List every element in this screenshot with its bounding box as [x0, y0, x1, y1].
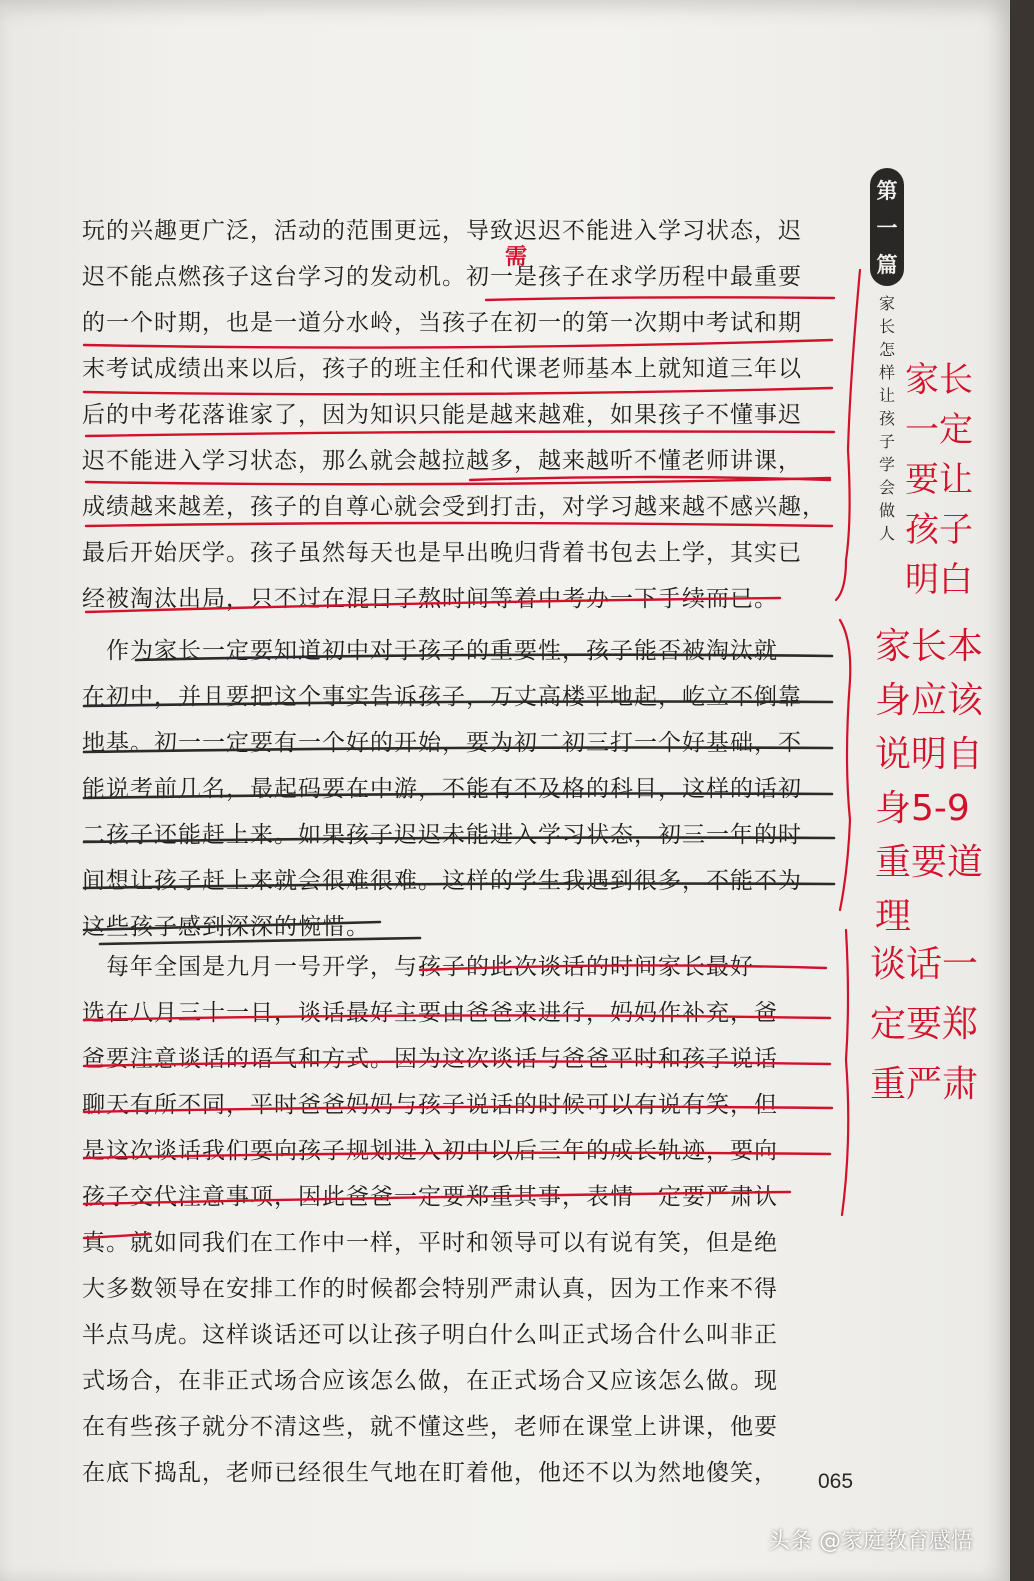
- chapter-char: 第: [876, 178, 898, 204]
- red-underline: [84, 1015, 830, 1020]
- inline-mark: 需: [505, 244, 528, 270]
- text-line: 成绩越来越差，孩子的自尊心就会受到打击，对学习越来越不感兴趣，: [82, 494, 826, 520]
- red-underline: [84, 340, 832, 348]
- text-line: 聊天有所不同，平时爸爸妈妈与孩子说话的时候可以有说有笑，但: [82, 1092, 778, 1118]
- dark-underline: [84, 922, 380, 930]
- chapter-subtitle-char: 怎: [878, 340, 895, 359]
- red-underline: [470, 477, 830, 480]
- chapter-subtitle-char: 做: [878, 501, 895, 520]
- text-line: 的一个时期，也是一道分水岭，当孩子在初一的第一次期中考试和期: [82, 310, 802, 336]
- red-underline: [84, 1153, 830, 1158]
- text-line: 末考试成绩出来以后，孩子的班主任和代课老师基本上就知道三年以: [82, 356, 802, 382]
- text-line: 迟不能点燃孩子这台学习的发动机。初一是孩子在求学历程中最重要: [82, 264, 802, 290]
- dark-underline: [84, 838, 834, 843]
- text-line: 后的中考花落谁家了，因为知识只能是越来越难，如果孩子不懂事迟: [82, 402, 802, 428]
- text-line: 半点马虎。这样谈话还可以让孩子明白什么叫正式场合什么叫非正: [82, 1322, 778, 1348]
- text-line: 在底下捣乱，老师已经很生气地在盯着他，他还不以为然地傻笑，: [82, 1460, 778, 1486]
- text-line: 玩的兴趣更广泛，活动的范围更远，导致迟迟不能进入学习状态，迟: [82, 218, 802, 244]
- chapter-subtitle-char: 长: [878, 317, 895, 336]
- margin-bracket: [836, 270, 860, 600]
- watermark: 头条 @家庭教育感悟: [768, 1529, 973, 1554]
- text-line: 每年全国是九月一号开学，与孩子的此次谈话的时间家长最好: [82, 954, 754, 980]
- text-line: 在有些孩子就分不清这些，就不懂这些，老师在课堂上讲课，他要: [82, 1414, 778, 1440]
- red-underline: [86, 598, 780, 612]
- chapter-subtitle-char: 样: [878, 363, 895, 382]
- margin-bracket: [842, 930, 848, 1215]
- text-line: 二孩子还能赶上来。如果孩子迟迟未能进入学习状态，初三一年的时: [82, 822, 802, 848]
- dark-underline: [84, 748, 832, 753]
- red-underline: [84, 1061, 830, 1066]
- text-line: 选在八月三十一日，谈话最好主要由爸爸来进行，妈妈作补充，爸: [82, 1000, 778, 1026]
- text-line: 这些孩子感到深深的惋惜。: [82, 914, 370, 940]
- text-line: 经被淘汰出局，只不过在混日子熬时间等着中考办一下手续而已。: [82, 586, 778, 612]
- text-line: 能说考前几名，最起码要在中游，不能有不及格的科目，这样的话初: [82, 776, 802, 802]
- page-number: 065: [818, 1470, 854, 1493]
- text-line: 迟不能进入学习状态，那么就会越拉越多，越来越听不懂老师讲课，: [82, 448, 802, 474]
- dark-underline: [100, 938, 420, 944]
- text-line: 作为家长一定要知道初中对于孩子的重要性，孩子能否被淘汰就: [82, 638, 778, 664]
- text-line: 式场合，在非正式场合应该怎么做，在正式场合又应该怎么做。现: [82, 1368, 778, 1394]
- text-line: 是这次谈话我们要向孩子规划进入初中以后三年的成长轨迹，要向: [82, 1138, 778, 1164]
- red-underline: [486, 297, 834, 300]
- chapter-subtitle-char: 孩: [878, 409, 895, 428]
- text-line: 最后开始厌学。孩子虽然每天也是早出晚归背着书包去上学，其实已: [82, 540, 802, 566]
- text-line: 在初中，并且要把这个事实告诉孩子，万丈高楼平地起，屹立不倒靠: [82, 684, 802, 710]
- dark-underline: [84, 884, 834, 889]
- chapter-char: 一: [876, 214, 898, 240]
- red-underline: [86, 478, 830, 484]
- text-line: 间想让孩子赶上来就会很难很难。这样的学生我遇到很多，不能不为: [82, 868, 802, 894]
- red-underline: [86, 523, 832, 526]
- dark-underline: [84, 702, 832, 707]
- dark-underline: [84, 794, 832, 799]
- chapter-subtitle-char: 会: [878, 478, 895, 497]
- chapter-subtitle-char: 家: [878, 294, 895, 313]
- red-underline: [84, 1234, 150, 1238]
- red-underline: [84, 388, 832, 394]
- text-line: 孩子交代注意事项，因此爸爸一定要郑重其事，表情一定要严肃认: [82, 1184, 778, 1210]
- handwritten-note: 家长本身应该说明自身5-9重要道理: [875, 626, 984, 937]
- handwritten-note: 家长一定要让孩子明白: [905, 360, 973, 600]
- chapter-char: 篇: [876, 251, 898, 277]
- chapter-subtitle-char: 人: [878, 524, 895, 543]
- text-line: 地基。初一一定要有一个好的开始，要为初二初三打一个好基础，不: [82, 730, 802, 756]
- red-underline: [84, 1107, 832, 1112]
- chapter-subtitle-char: 让: [878, 386, 895, 405]
- text-line: 真。就如同我们在工作中一样，平时和领导可以有说有笑，但是绝: [82, 1230, 778, 1256]
- text-line: 大多数领导在安排工作的时候都会特别严肃认真，因为工作来不得: [82, 1276, 778, 1302]
- chapter-subtitle-char: 学: [878, 455, 895, 474]
- chapter-subtitle-char: 子: [878, 432, 895, 451]
- handwritten-note: 谈话一定要郑重严肃: [870, 944, 979, 1105]
- dark-underline: [136, 655, 832, 660]
- red-underline: [84, 1192, 790, 1204]
- red-underline: [420, 965, 826, 970]
- red-underline: [86, 432, 834, 437]
- text-line: 爸要注意谈话的语气和方式。因为这次谈话与爸爸平时和孩子说话: [82, 1046, 778, 1072]
- margin-bracket: [840, 620, 850, 910]
